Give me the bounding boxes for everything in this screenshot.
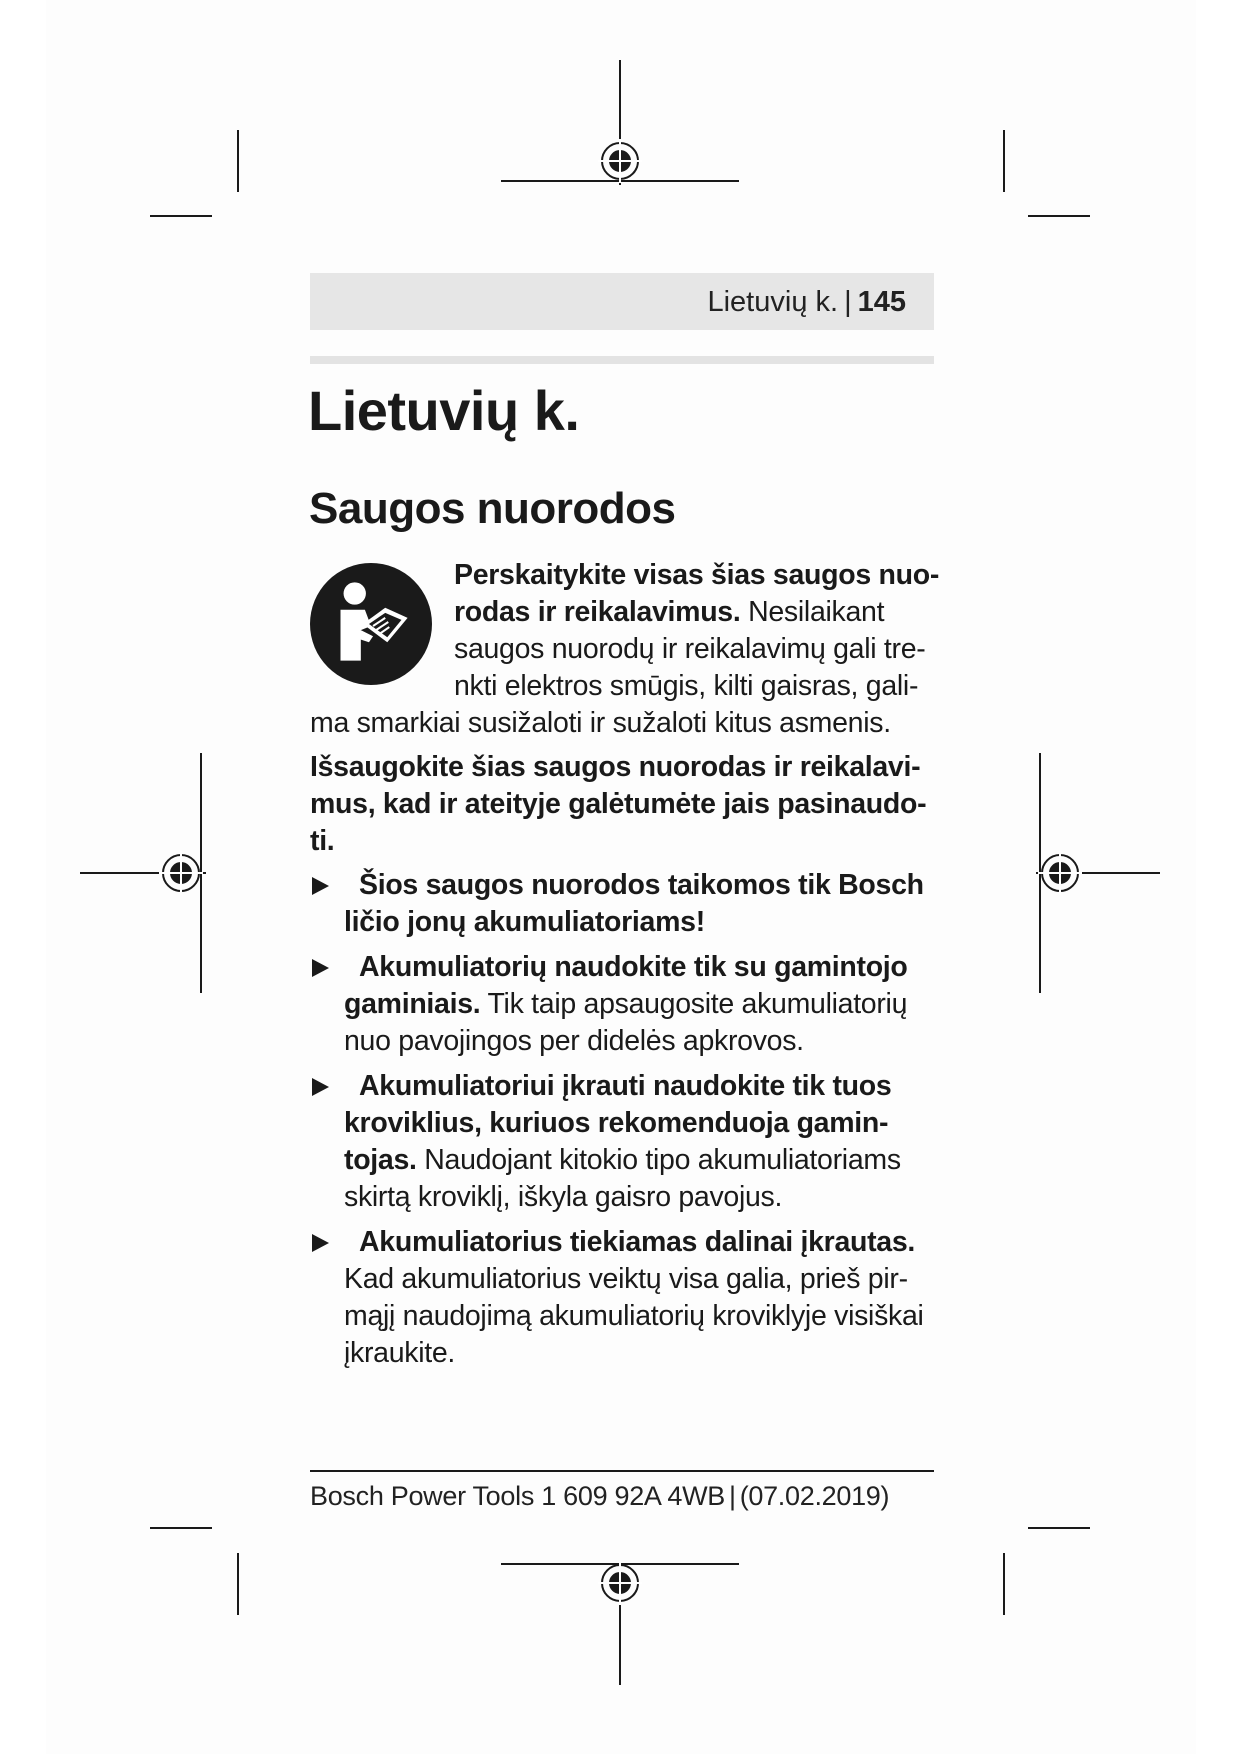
bullet-bold: Šios saugos nuorodos taikomos tik Bosch ličio jonų akumuliatoriams! — [344, 869, 924, 938]
intro-bold: Perskaitykite visas šias saugos nuorodas ir reikalavimus. — [454, 559, 940, 628]
bullet-text: Tik taip apsaugosite akumuliatorių nuo pavojingos per didelės apkrovos. — [344, 988, 908, 1057]
triangle-bullet-icon — [312, 1078, 329, 1096]
footer-brand: Bosch Power Tools — [310, 1481, 535, 1511]
header-rule — [310, 356, 934, 364]
list-item — [310, 1224, 940, 1372]
safety-bullet-list — [310, 867, 940, 1372]
bullet-text: Kad akumuliatorius veiktų visa galia, prieš pirmąjį naudojimą akumuliatorių kroviklyje visiškai įkraukite. — [344, 1263, 924, 1369]
bullet-bold: Akumuliatoriui įkrauti naudokite tik tuos kroviklius, kuriuos rekomenduoja gamintojas. — [344, 1070, 892, 1176]
list-item — [310, 1068, 940, 1216]
footer-separator: | — [728, 1481, 736, 1511]
safety-content — [310, 557, 940, 1380]
footer-date: (07.02.2019) — [739, 1481, 890, 1511]
intro-text: Nesilaikant saugos nuorodų ir reikalavimų gali trenkti elektros smūgis, kilti gaisras, galima smarkiai susižaloti ir sužaloti kitus asmenis. — [310, 596, 926, 739]
bullet-bold: Akumuliatorius tiekiamas dalinai įkrautas. — [359, 1226, 916, 1258]
registration-mark-bottom — [501, 1561, 739, 1685]
header-separator: | — [844, 286, 852, 318]
footer-doc-number: 1 609 92A 4WB — [541, 1481, 725, 1511]
header-text — [707, 286, 906, 319]
running-header — [310, 273, 934, 330]
chapter-title: Lietuvių k. — [308, 379, 580, 442]
read-manual-icon — [310, 563, 432, 685]
page-number: 145 — [857, 286, 906, 318]
list-item — [310, 949, 940, 1060]
registration-mark-top — [501, 60, 739, 185]
section-title: Saugos nuorodos — [309, 484, 676, 533]
page-footer — [310, 1481, 889, 1512]
bullet-text: Naudojant kitokio tipo akumuliatoriams skirtą kroviklį, iškyla gaisro pavojus. — [344, 1144, 901, 1213]
triangle-bullet-icon — [312, 1234, 329, 1252]
registration-mark-left — [80, 753, 206, 993]
intro-paragraph — [310, 557, 940, 742]
footer-rule — [310, 1470, 934, 1472]
save-note — [310, 749, 940, 860]
bullet-bold: Akumuliatorių naudokite tik su gamintojo gaminiais. — [344, 951, 908, 1020]
list-item — [310, 867, 940, 941]
header-section-label: Lietuvių k. — [707, 286, 839, 318]
registration-mark-right — [1036, 753, 1160, 993]
triangle-bullet-icon — [312, 877, 329, 895]
triangle-bullet-icon — [312, 959, 329, 977]
save-note-text: Išsaugokite šias saugos nuorodas ir reikalavimus, kad ir ateityje galėtumėte jais pasinaudoti. — [310, 751, 927, 857]
